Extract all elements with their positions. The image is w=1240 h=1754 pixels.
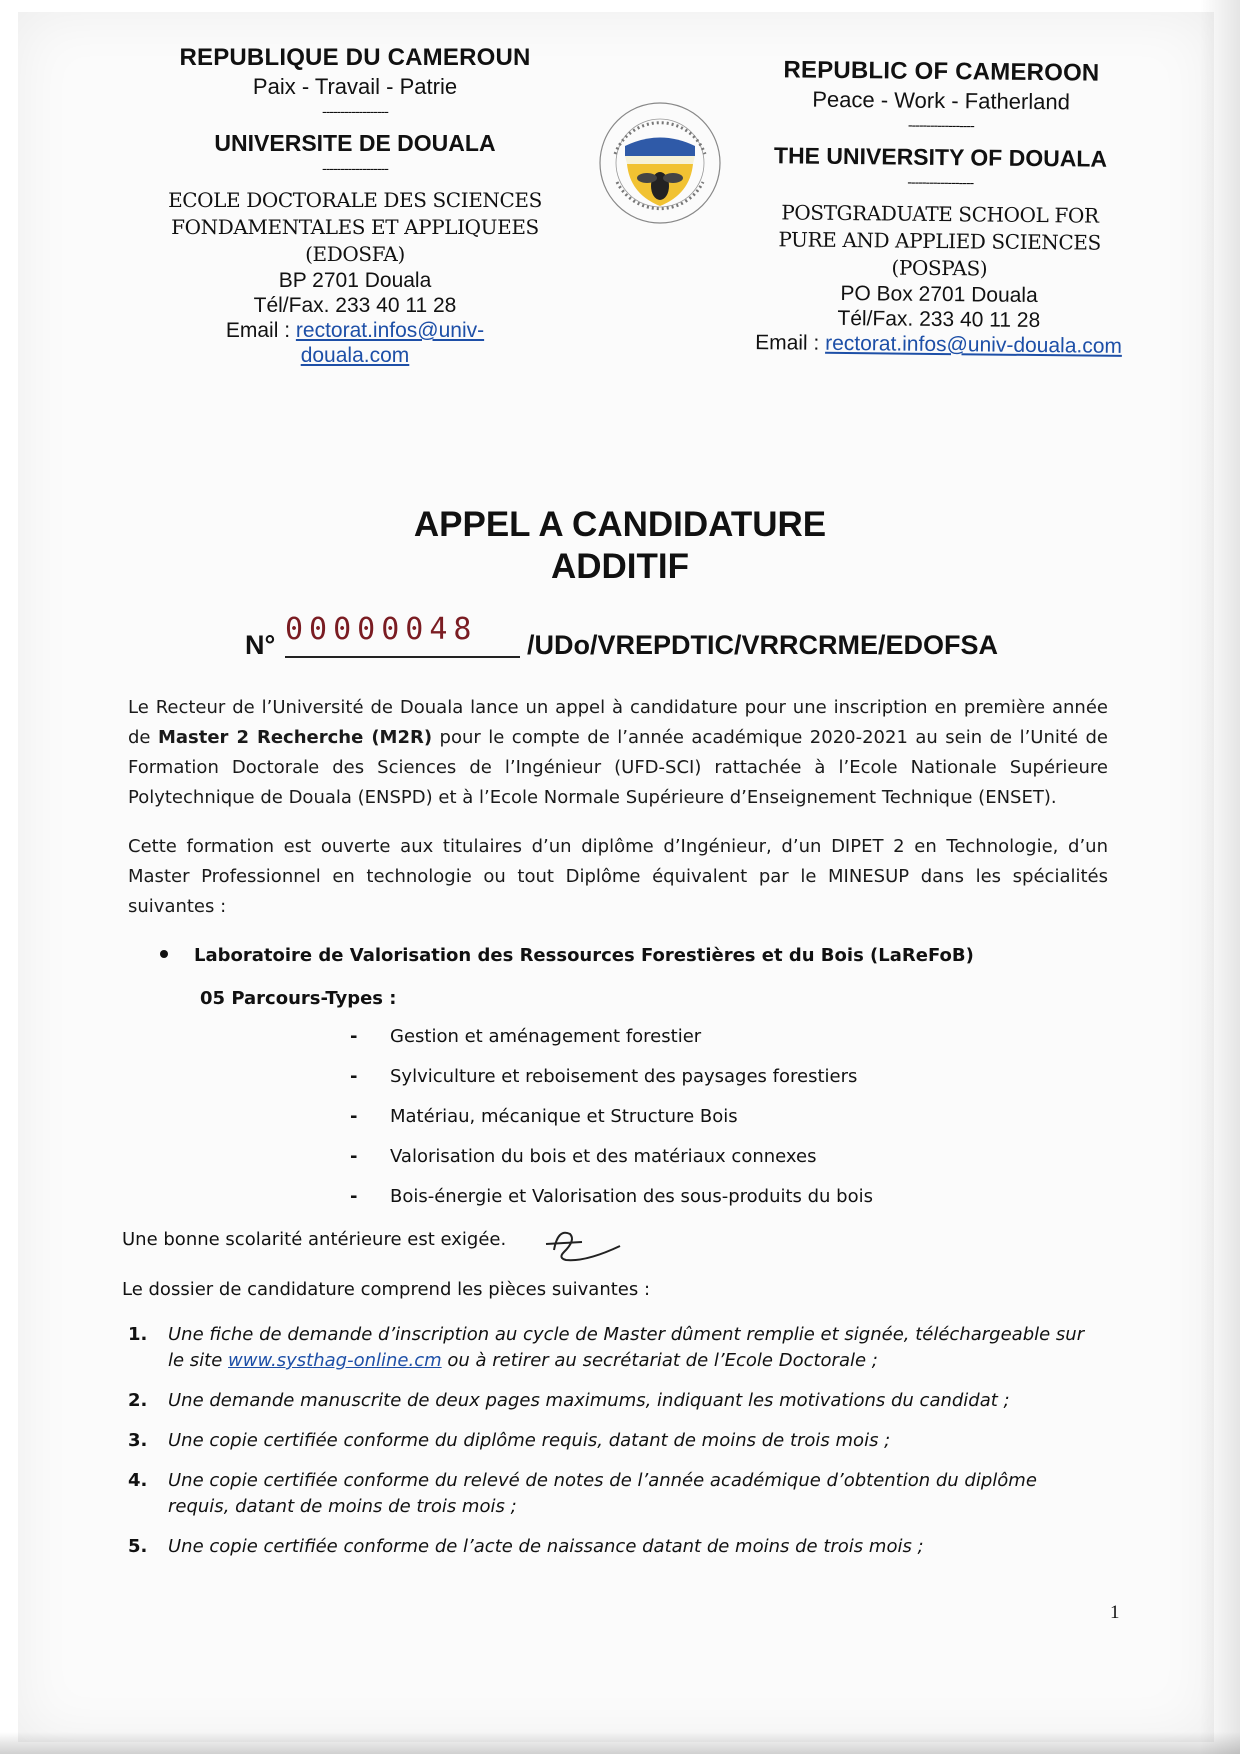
program-name: Master 2 Recherche (M2R) xyxy=(157,727,433,748)
school-abbr-en: (POSPAS) xyxy=(891,255,988,281)
header-right xyxy=(718,56,1161,360)
school-abbr: (EDOSFA) xyxy=(305,242,405,266)
tracks-list xyxy=(350,1026,873,1226)
list-item: - Sylviculture et reboisement des paysages forestiers xyxy=(350,1066,858,1087)
motto-fr: Paix - Travail - Patrie xyxy=(252,74,458,99)
list-item: 5. Une copie certifiée conforme de l’acte de naissance datant de moins de trois mois ; xyxy=(128,1536,924,1557)
reference-code: /UDo/VREPDTIC/VRRCRME/EDOFSA xyxy=(527,630,999,660)
email-line-en xyxy=(718,330,1158,360)
documents-list xyxy=(128,1322,1088,1574)
university-name-fr: UNIVERSITE DE DOUALA xyxy=(214,130,496,156)
handwritten-initials-icon xyxy=(536,1220,626,1270)
postal-address-en: PO Box 2701 Douala xyxy=(840,281,1038,308)
list-item: 2. Une demande manuscrite de deux pages maximums, indiquant les motivations du candidat ; xyxy=(128,1390,1010,1411)
page-edge-shadow xyxy=(0,1732,1240,1754)
list-item: - Gestion et aménagement forestier xyxy=(350,1026,702,1047)
document-subtitle: ADDITIF xyxy=(550,547,690,586)
laboratory-item: Laboratoire de Valorisation des Ressources Forestières et du Bois (LaReFoB) xyxy=(160,945,974,966)
document-title: APPEL A CANDIDATURE xyxy=(413,505,827,544)
reference-number-line xyxy=(245,612,1045,664)
university-name-en: THE UNIVERSITY OF DOUALA xyxy=(773,142,1108,172)
email-label: Email : xyxy=(755,331,820,355)
stamped-number: 00000048 xyxy=(285,612,520,658)
email-label: Email : xyxy=(225,319,291,342)
list-item: 4. Une copie certifiée conforme du relevé de notes de l’année académique d’obtention du diplôme requis, datant de moins de trois mois ; xyxy=(128,1470,1037,1517)
list-item: - Valorisation du bois et des matériaux connexes xyxy=(350,1146,817,1167)
school-name-line1: ECOLE DOCTORALE DES SCIENCES xyxy=(168,188,542,212)
school-name-en-line1: POSTGRADUATE SCHOOL FOR xyxy=(781,200,1099,228)
website-link[interactable]: www.systhag-online.cm xyxy=(228,1350,442,1371)
country-name-en: REPUBLIC OF CAMEROON xyxy=(783,56,1100,87)
page-number: 1 xyxy=(1110,1602,1120,1623)
country-name-fr: REPUBLIQUE DU CAMEROUN xyxy=(179,44,531,71)
university-seal-icon xyxy=(595,94,725,232)
intro-paragraph: Le Recteur de l’Université de Douala lance un appel à candidature pour une inscription en première année de Master 2 Recherche (M2R) pour le compte de l’année académique 2020-2021 au sein de l’Unité de Formation Doctorale des Sciences de l’Ingénieur (UFD-SCI) rattachée à l’Ecole Nationale Supérieure Polytechnique de Douala (ENSPD) et à l’Ecole Normale Supérieure d’Enseignement Technique (ENSET). xyxy=(128,697,1108,808)
motto-en: Peace - Work - Fatherland xyxy=(812,86,1071,115)
bullet-icon xyxy=(160,950,168,958)
phone-fax: Tél/Fax. 233 40 11 28 xyxy=(253,294,457,317)
separator: ------------------ xyxy=(907,116,974,134)
school-name-en-line2: PURE AND APPLIED SCIENCES xyxy=(778,227,1101,255)
parcours-heading: 05 Parcours-Types : xyxy=(200,988,397,1009)
email-link[interactable]: rectorat.infos@univ- douala.com xyxy=(295,319,485,367)
scholarship-note: Une bonne scolarité antérieure est exigée. xyxy=(122,1229,507,1250)
eligibility-paragraph: Cette formation est ouverte aux titulaires d’un diplôme d’Ingénieur, d’un DIPET 2 en Technologie, d’un Master Professionnel en technologie ou tout Diplôme équivalent par le MINESUP dans les spécialités suivantes : xyxy=(128,836,1108,917)
list-item: - Matériau, mécanique et Structure Bois xyxy=(350,1106,738,1127)
email-line xyxy=(150,318,560,368)
school-name-line2: FONDAMENTALES ET APPLIQUEES xyxy=(171,215,539,239)
list-item: 3. Une copie certifiée conforme du diplôme requis, datant de moins de trois mois ; xyxy=(128,1430,891,1451)
list-item: 1. Une fiche de demande d’inscription au cycle de Master dûment remplie et signée, téléchargeable sur le site www.systhag-online.cm ou à retirer au secrétariat de l’Ecole Doctorale ; xyxy=(128,1324,1085,1371)
email-link[interactable]: rectorat.infos@univ-douala.com xyxy=(825,331,1123,358)
separator: ------------------ xyxy=(907,173,974,191)
page-edge-shadow xyxy=(1200,0,1240,1754)
header-left xyxy=(150,44,560,368)
separator: ------------------ xyxy=(322,160,388,176)
phone-fax-en: Tél/Fax. 233 40 11 28 xyxy=(837,306,1041,333)
number-prefix: N° xyxy=(245,630,276,660)
postal-address: BP 2701 Douala xyxy=(278,269,432,292)
separator: ------------------ xyxy=(322,103,388,119)
dossier-intro: Le dossier de candidature comprend les pièces suivantes : xyxy=(122,1279,651,1300)
list-item: - Bois-énergie et Valorisation des sous-produits du bois xyxy=(350,1186,874,1207)
